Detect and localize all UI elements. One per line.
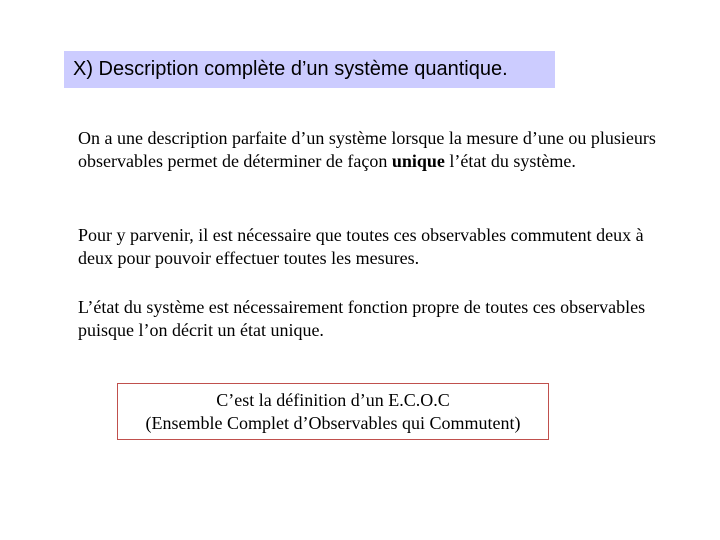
emphasis-unique: unique: [391, 151, 445, 171]
slide-title: X) Description complète d’un système quantique.: [64, 51, 555, 88]
paragraph-eigenfunction: L’état du système est nécessairement fonction propre de toutes ces observables puisque l’on décrit un état unique.: [78, 297, 646, 340]
ecoc-definition-box: [117, 383, 549, 440]
paragraph-complete-description: [78, 127, 678, 173]
paragraph-text-before: On a une description parfaite d’un système lorsque la mesure d’une ou plusieurs observables permet de déterminer de façon: [78, 128, 656, 171]
ecoc-acronym-expansion: (Ensemble Complet d’Observables qui Commutent): [145, 413, 521, 433]
ecoc-definition-line: C’est la définition d’un E.C.O.C: [216, 390, 450, 410]
paragraph-commutation: Pour y parvenir, il est nécessaire que toutes ces observables commutent deux à deux pour pouvoir effectuer toutes les mesures.: [78, 225, 644, 268]
paragraph-text-after: l’état du système.: [444, 151, 576, 171]
